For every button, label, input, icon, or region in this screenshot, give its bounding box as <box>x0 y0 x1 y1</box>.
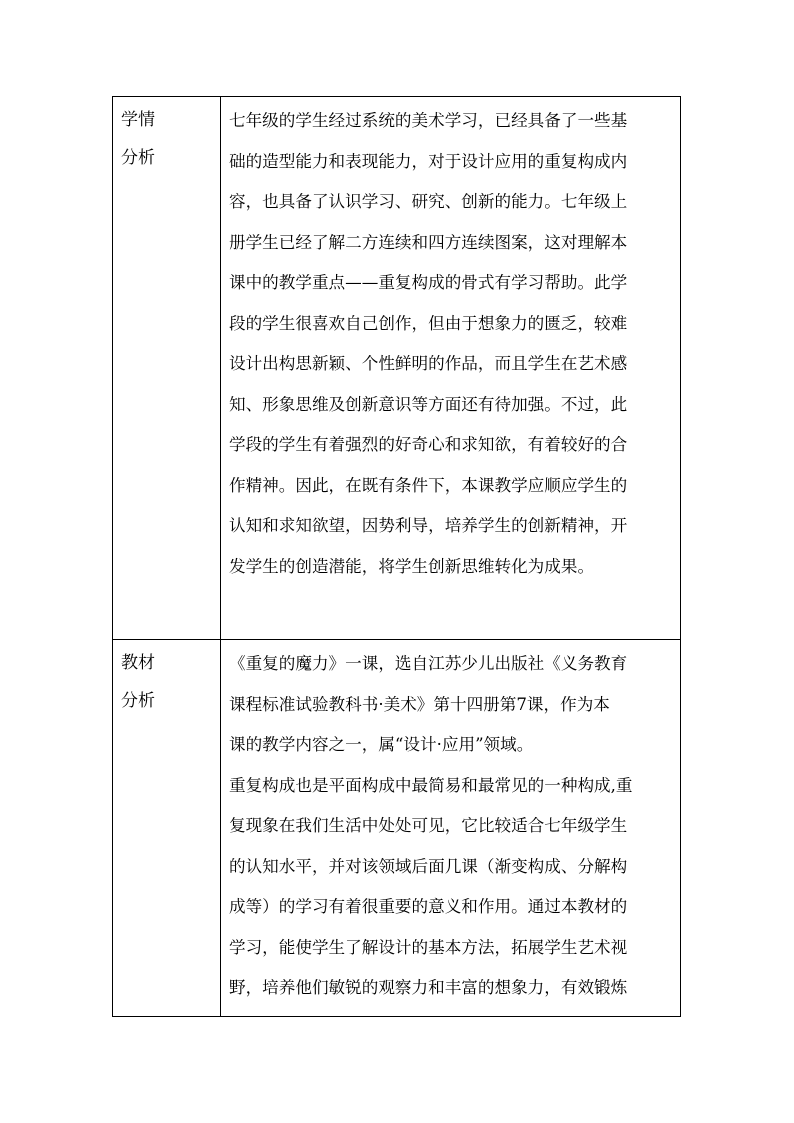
paragraph-line: 设计出构思新颖、个性鲜明的作品，而且学生在艺术感 <box>229 354 628 373</box>
row-label-line: 分析 <box>121 691 155 711</box>
paragraph-line: 《重复的魔力》一课，选自江苏少儿出版社《义务教育 <box>229 654 628 673</box>
paragraph-line: 容，也具备了认识学习、研究、创新的能力。七年级上 <box>229 192 628 211</box>
row-label-line: 分析 <box>121 148 155 168</box>
table-row-textbook-analysis <box>113 640 681 1017</box>
paragraph-line: 七年级的学生经过系统的美术学习，已经具备了一些基 <box>229 111 628 130</box>
paragraph-line: 发学生的创造潜能，将学生创新思维转化为成果。 <box>229 556 595 576</box>
paragraph-line: 册学生已经了解二方连续和四方连续图案，这对理解本 <box>229 232 628 252</box>
paragraph-line: 课中的教学重点——重复构成的骨式有学习帮助。此学 <box>229 273 628 292</box>
paragraph-line: 复现象在我们生活中处处可见，它比较适合七年级学生 <box>229 816 628 835</box>
paragraph-line: 段的学生很喜欢自己创作，但由于想象力的匮乏，较难 <box>229 313 628 333</box>
paragraph-line: 成等）的学习有着很重要的意义和作用。通过本教材的 <box>229 897 628 916</box>
paragraph-line: 课的教学内容之一，属“设计·应用”领域。 <box>229 735 534 754</box>
row-label-line: 学情 <box>121 110 155 130</box>
paragraph-line: 重复构成也是平面构成中最简易和最常见的一种构成,重 <box>229 775 633 795</box>
paragraph-line: 知、形象思维及创新意识等方面还有待加强。不过，此 <box>229 394 628 414</box>
row-label-student-analysis <box>113 97 221 640</box>
row-content-textbook-analysis <box>221 640 681 1017</box>
paragraph-line: 础的造型能力和表现能力，对于设计应用的重复构成内 <box>229 151 628 171</box>
row-label-line: 教材 <box>121 653 155 673</box>
paragraph-line: 野，培养他们敏锐的观察力和丰富的想象力，有效锻炼 <box>229 978 628 997</box>
paragraph-line: 学段的学生有着强烈的好奇心和求知欲，有着较好的合 <box>229 435 628 454</box>
lesson-plan-table <box>112 96 681 1017</box>
paragraph-line: 认知和求知欲望，因势利导，培养学生的创新精神，开 <box>229 516 628 535</box>
row-label-textbook-analysis <box>113 640 221 1017</box>
paragraph-line: 课程标准试验教科书·美术》第十四册第7课，作为本 <box>229 694 610 714</box>
paragraph-line: 学习，能使学生了解设计的基本方法，拓展学生艺术视 <box>229 937 628 957</box>
table-row-student-analysis <box>113 97 681 640</box>
paragraph-line: 的认知水平，并对该领域后面几课（渐变构成、分解构 <box>229 856 628 876</box>
row-content-student-analysis <box>221 97 681 640</box>
paragraph-line: 作精神。因此，在既有条件下，本课教学应顺应学生的 <box>229 475 628 495</box>
